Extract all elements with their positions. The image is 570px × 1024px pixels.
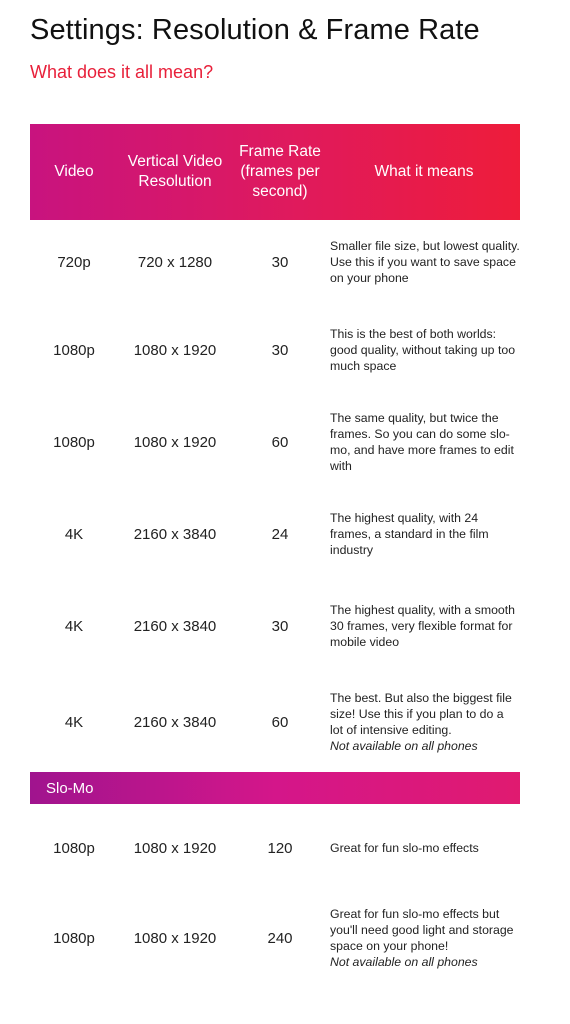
cell-resolution: 720 x 1280: [137, 253, 213, 271]
header-frame-rate: Frame Rate (frames per second): [239, 143, 321, 200]
table-row: [30, 672, 520, 772]
cell-resolution: 1080 x 1920: [133, 341, 217, 359]
cell-resolution: 1080 x 1920: [133, 839, 217, 857]
cell-fps: 120: [267, 839, 293, 857]
cell-video: 1080p: [53, 929, 95, 947]
meaning-text: The same quality, but twice the frames. So you can do some slo-mo, and have more frames to edit with: [330, 411, 514, 473]
cell-video: 720p: [57, 253, 91, 271]
page-subtitle: What does it all mean?: [30, 62, 214, 82]
table-row: [30, 304, 520, 396]
table-row: [30, 804, 520, 892]
page-title: Settings: Resolution & Frame Rate: [30, 14, 480, 46]
table-row: [30, 892, 520, 984]
meaning-text: The highest quality, with 24 frames, a standard in the film industry: [330, 511, 489, 557]
header-meaning: What it means: [374, 163, 474, 180]
cell-fps: 60: [271, 713, 289, 731]
cell-video: 4K: [64, 713, 84, 731]
cell-meaning: [328, 410, 520, 474]
meaning-text: The highest quality, with a smooth 30 frames, very flexible format for mobile video: [330, 603, 516, 649]
table-row: [30, 488, 520, 580]
table-row: [30, 220, 520, 304]
cell-resolution: 1080 x 1920: [133, 929, 217, 947]
header-resolution: Vertical Video Resolution: [127, 153, 223, 190]
cell-meaning: [328, 326, 520, 374]
settings-table: [30, 124, 520, 984]
table-row: [30, 396, 520, 488]
meaning-text: Great for fun slo-mo effects but you'll need good light and storage space on your phone!: [330, 907, 514, 953]
cell-meaning: [328, 690, 520, 754]
header-video: Video: [54, 163, 94, 180]
cell-fps: 30: [271, 617, 289, 635]
cell-fps: 30: [271, 253, 289, 271]
cell-resolution: 2160 x 3840: [133, 525, 217, 543]
availability-note: Not available on all phones: [330, 955, 478, 969]
meaning-text: Great for fun slo-mo effects: [330, 841, 479, 855]
table-header: [30, 124, 520, 220]
cell-resolution: 2160 x 3840: [133, 617, 217, 635]
meaning-text: Smaller file size, but lowest quality. Use this if you want to save space on your phone: [330, 239, 520, 285]
meaning-text: The best. But also the biggest file size! Use this if you plan to do a lot of intensive editing.: [330, 691, 512, 737]
cell-resolution: 1080 x 1920: [133, 433, 217, 451]
cell-meaning: [328, 238, 520, 286]
cell-fps: 30: [271, 341, 289, 359]
cell-video: 4K: [64, 525, 84, 543]
cell-meaning: [328, 840, 520, 856]
cell-meaning: [328, 602, 520, 650]
meaning-text: This is the best of both worlds: good quality, without taking up too much space: [330, 327, 516, 373]
cell-video: 1080p: [53, 839, 95, 857]
cell-resolution: 2160 x 3840: [133, 713, 217, 731]
cell-meaning: [328, 510, 520, 558]
cell-fps: 240: [267, 929, 293, 947]
table-row: [30, 580, 520, 672]
cell-video: 4K: [64, 617, 84, 635]
cell-fps: 60: [271, 433, 289, 451]
availability-note: Not available on all phones: [330, 739, 478, 753]
cell-video: 1080p: [53, 433, 95, 451]
slomo-section-header: Slo-Mo: [30, 772, 520, 804]
cell-video: 1080p: [53, 341, 95, 359]
cell-meaning: [328, 906, 520, 970]
cell-fps: 24: [271, 525, 289, 543]
